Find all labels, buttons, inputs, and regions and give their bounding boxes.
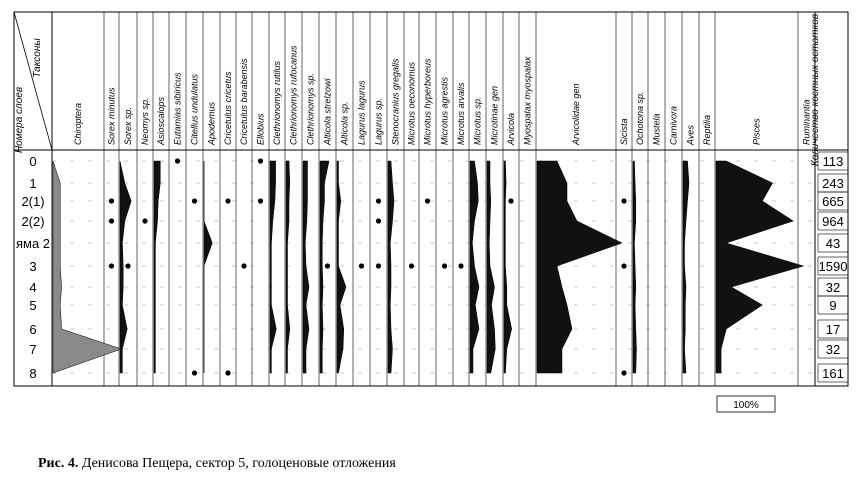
taxa-marks [53,158,804,375]
layer-label: 2(2) [21,214,45,229]
presence-dot [109,198,114,203]
layer-label: 8 [29,366,37,381]
count-label: 9 [829,298,837,313]
layer-label: 2(1) [21,194,45,209]
taxon-header: Clethrionomys rufocanus [288,45,299,145]
presence-dot [442,263,447,268]
presence-dot [359,263,364,268]
presence-dot [621,198,626,203]
taxon-header: Arvicola [506,112,516,145]
taxon-header: Lagurus lagurus [356,80,367,145]
taxon-header: Mustela [651,113,662,145]
taxon-profile [716,161,804,373]
presence-dot [192,370,197,375]
presence-dot [241,263,246,268]
taxon-header: Apodemus [206,101,217,145]
taxon-header: Ruminantia [801,99,812,145]
presence-dot [109,218,114,223]
caption-label: Рис. 4. [38,456,79,471]
presence-dot [376,263,381,268]
taxon-header: Neomys sp. [140,97,150,145]
taxon-header: Microtus hyperboreus [422,58,433,145]
layer-label: 4 [29,280,37,295]
count-label: 17 [825,322,841,337]
taxon-profile [337,161,346,373]
figure-caption [38,456,396,472]
layer-label: 3 [29,259,37,274]
layer-label: 1 [29,176,37,191]
caption-text: Денисова Пещера, сектор 5, голоценовые отложения [81,456,396,471]
taxon-profile [633,161,637,373]
taxon-header: Ochotona sp. [635,91,645,145]
presence-dot [621,370,626,375]
taxon-profile [470,161,479,373]
taxon-header: Sicista [619,118,629,145]
taxon-header: Stenocranius gregalis [390,58,401,145]
count-label: 243 [822,176,844,191]
taxon-profile [303,161,309,373]
presence-dot [325,263,330,268]
layer-label: 0 [29,154,37,169]
taxon-profile [270,161,276,373]
taxon-header: Eutamias sibiricus [172,72,183,145]
presence-dot [109,263,114,268]
layer-label: 7 [29,342,37,357]
taxon-profile [286,161,290,373]
taxon-profile [487,161,495,373]
taxon-header: Clethrionomys rutilus [272,60,282,145]
taxon-header: Cricetulus barabensis [239,58,249,145]
taxon-profile [683,161,689,373]
presence-dot [508,198,513,203]
taxon-header: Microtus arvalis [456,82,466,145]
presence-dot [621,263,626,268]
presence-dot [258,158,263,163]
taxon-header: Citellus undulatus [189,73,200,145]
taxon-header: Microtus agrestis [439,76,450,145]
presence-dot [409,263,414,268]
taxon-header: Reptilia [702,114,712,145]
taxon-header: Arvicolidae gen [571,83,581,145]
presence-dot [192,198,197,203]
count-label: 113 [822,154,844,169]
taxon-header: Alticola sp. [339,101,350,145]
count-label: 32 [825,342,841,357]
taxon-header: Sorex sp. [123,106,133,145]
taxon-header: Microtus sp. [472,96,483,145]
count-header-label: Количество костных остатков [810,13,821,167]
presence-dot [425,198,430,203]
taxon-profile [388,161,394,373]
taxon-header: Chiroptera [73,102,83,145]
taxon-profile [537,161,622,373]
taxon-header: Myospalax myospalax [522,56,533,145]
presence-dot [258,198,263,203]
taxon-header: Asioscalops [156,96,166,145]
layer-label: яма 2 [15,236,51,251]
presence-dot [458,263,463,268]
layer-label: 5 [29,298,37,313]
layer-label: 6 [29,322,37,337]
presence-dot [376,198,381,203]
taxon-header: Microtus oeconomus [406,61,417,145]
taxon-profile [154,161,160,373]
presence-dot [175,158,180,163]
presence-dot [376,218,381,223]
corner-taxa-label: Таксоны [32,38,43,78]
taxon-header: Ellobius [255,113,266,145]
count-label: 964 [822,214,844,229]
taxon-header: Lagurus sp. [373,97,384,145]
count-label: 43 [825,236,841,251]
count-label: 1590 [818,259,848,274]
scale-label: 100% [733,400,759,411]
taxon-header: Carnivora [668,105,679,145]
taxon-header: Cricetulus cricetus [223,71,233,145]
taxon-header: Aves [685,125,696,145]
taxon-profile [504,161,512,373]
presence-dot [225,370,230,375]
presence-dot [142,218,147,223]
taxon-header: Clethrionomys sp. [305,72,316,145]
count-label: 161 [822,366,844,381]
presence-dot [225,198,230,203]
presence-dot [125,263,130,268]
taxon-profile [204,161,212,373]
taxon-header: Microtinae gen [489,85,500,145]
taxon-header: Pisces [751,118,762,145]
taxon-header: Alticola strelzowi [322,78,333,145]
count-label: 32 [825,280,841,295]
corner-layers-label: Номера слоев [14,86,25,154]
count-label: 665 [822,194,844,209]
taxon-header: Sorex minutus [106,87,117,145]
